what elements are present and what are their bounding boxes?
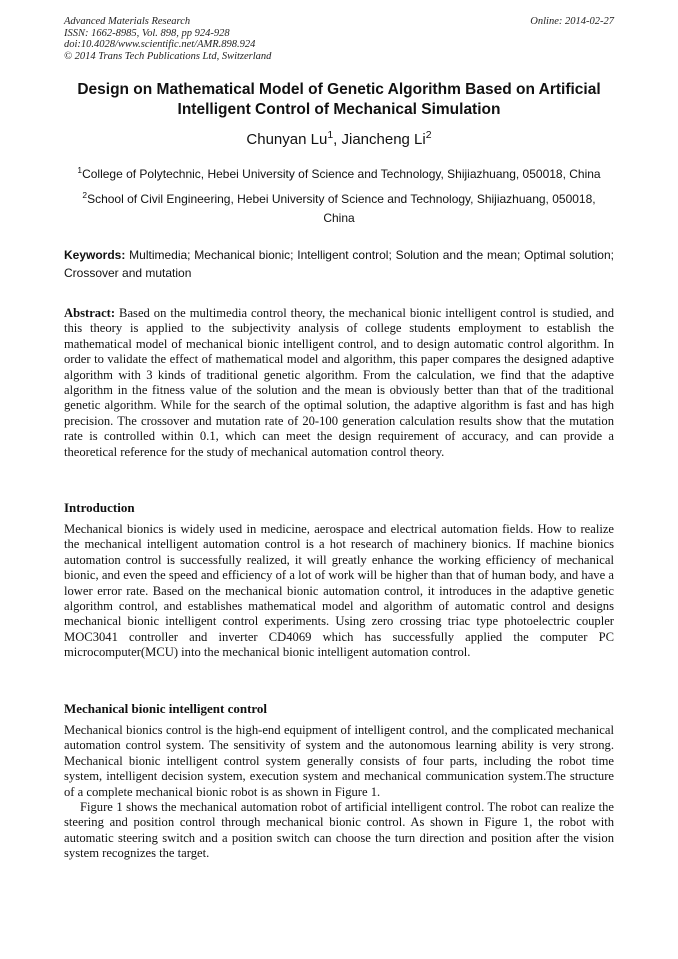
section-body xyxy=(64,723,614,862)
author-separator: , xyxy=(333,131,342,148)
affiliation xyxy=(64,165,614,184)
affiliation-mark: 1 xyxy=(327,129,334,141)
keywords-label: Keywords: xyxy=(64,248,126,262)
section-heading: Introduction xyxy=(64,500,135,515)
abstract-label: Abstract: xyxy=(64,306,116,320)
online-date: Online: 2014-02-27 xyxy=(530,16,614,27)
author-name: Chunyan Lu xyxy=(246,131,328,148)
author-list xyxy=(40,131,638,148)
section-body xyxy=(64,522,614,661)
paragraph: Figure 1 shows the mechanical automation robot of artificial intelligent control. The robot can realize the steering and position control through mechanical bionic control. As shown in Figure 1, the robot with automatic steering switch and a position switch can choose the turn direction and position after the vision system recognizes the target. xyxy=(64,800,614,861)
journal-name: Advanced Materials Research xyxy=(64,16,191,27)
section-heading: Mechanical bionic intelligent control xyxy=(64,701,268,716)
affiliation-text: School of Civil Engineering, Hebei University of Science and Technology, Shijiazhuang, 050018, China xyxy=(87,192,596,225)
abstract xyxy=(64,306,614,460)
keywords-text: Multimedia; Mechanical bionic; Intelligent control; Solution and the mean; Optimal solution; Crossover and mutation xyxy=(64,248,614,280)
journal-header xyxy=(64,16,271,62)
paragraph: Mechanical bionics is widely used in medicine, aerospace and electrical automation fields. How to realize the mechanical intelligent automation control is a hot research of machinery bionics. If machine bionics automation control is successfully realized, it will greatly enhance the working efficiency of mechanical bionic, and even the speed and efficiency of a lot of work will be higher than that of human body, and have a lower error rate. Based on the mechanical bionic automation control, it introduces in the adaptive genetic algorithm control, and establishes mathematical model and algorithm of automatic control and designs mechanical bionic intelligent control experiments. Using zero crossing triac type photoelectric coupler MOC3041 controller and inverter CD4069 which has successfully applied the computer PC microcomputer(MCU) into the mechanical bionic intelligent automation control. xyxy=(64,522,614,660)
paper-title: Design on Mathematical Model of Genetic Algorithm Based on Artificial Intelligent Control of Mechanical Simulation xyxy=(77,81,601,118)
doi-line: doi:10.4028/www.scientific.net/AMR.898.924 xyxy=(64,39,256,50)
author-name: Jiancheng Li xyxy=(341,131,426,148)
issn-line: ISSN: 1662-8985, Vol. 898, pp 924-928 xyxy=(64,27,230,39)
affiliation-mark: 2 xyxy=(425,129,432,141)
affiliation xyxy=(70,190,608,228)
paragraph: Mechanical bionics control is the high-end equipment of intelligent control, and the complicated mechanical automation control system. The sensitivity of system and the autonomous learning ability is very strong. Mechanical bionic intelligent control system generally consists of four parts, including the robot time system, intelligent decision system, execution system and mechanical communication system.The structure of a complete mechanical bionic robot is as shown in Figure 1. xyxy=(64,723,614,799)
affiliation-text: College of Polytechnic, Hebei University of Science and Technology, Shijiazhuang, 050018, China xyxy=(82,167,601,181)
keywords xyxy=(64,246,614,282)
affiliation-mark: 2 xyxy=(82,190,88,200)
copyright-line: © 2014 Trans Tech Publications Ltd, Switzerland xyxy=(64,50,272,62)
abstract-text: Based on the multimedia control theory, the mechanical bionic intelligent control is studied, and this theory is applied to the subjectivity analysis of college students employment to establish the mathematical model of mechanical bionic intelligent control, and to design automatic control algorithm. In order to validate the effect of mathematical model and algorithm, this paper compares the designed adaptive algorithm with 3 kinds of traditional genetic algorithm. From the calculation, we find that the adaptive algorithm in the fitness value of the solution and the mean is obviously better than that of the traditional genetic algorithm. While for the search of the optimal solution, the adaptive algorithm is fast and has high precision. The crossover and mutation rate of 20-100 generation calculation results show that the mutation rate is controlled within 0.1, which can meet the design requirement of accuracy, and can provide a theoretical reference for the study of mechanical automation control theory. xyxy=(64,306,614,459)
affiliation-mark: 1 xyxy=(77,165,83,175)
